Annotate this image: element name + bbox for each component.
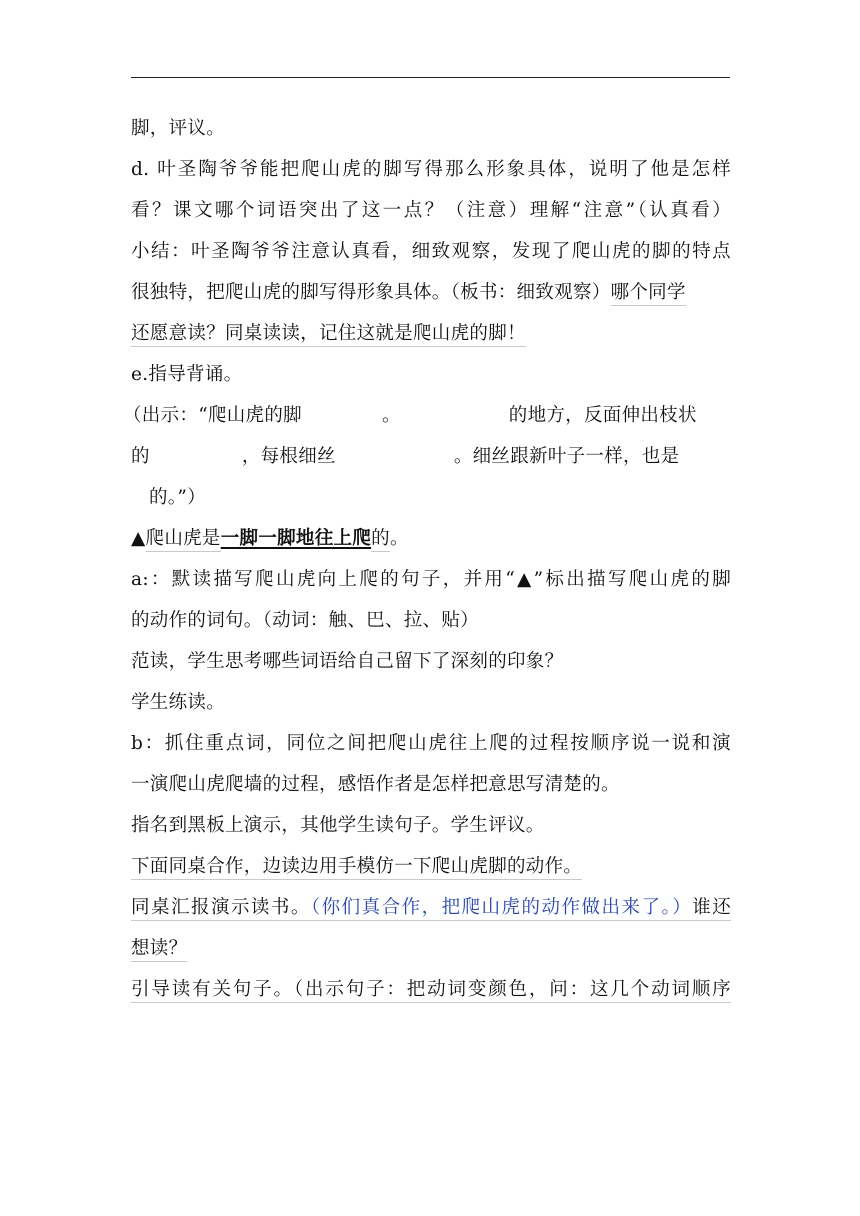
text-segment: 。细丝跟新叶子一样，也是 <box>453 446 680 467</box>
underlined-text: 下面同桌合作，边读边用手模仿一下爬山虎脚的动作。 <box>131 856 582 880</box>
text-line: e.指导背诵。 <box>131 364 243 385</box>
text-segment: ，每根细丝 <box>241 446 336 467</box>
header-rule <box>131 77 730 78</box>
underlined-text: 想读？ <box>131 938 187 962</box>
triangle-icon: ▲ <box>131 528 146 549</box>
underlined-text: 引导读有关句子。（出示句子：把动词变颜色，问：这几个动词顺序 <box>131 979 731 1003</box>
text-line <box>131 846 731 887</box>
text-line <box>131 969 731 1010</box>
text-line: 学生练读。 <box>131 692 226 713</box>
text-line <box>131 313 731 354</box>
text-line: b：抓住重点词，同位之间把爬山虎往上爬的过程按顺序说一说和演 <box>131 733 731 754</box>
text-line <box>131 887 731 928</box>
text-segment: 。 <box>389 528 409 549</box>
text-line: 指名到黑板上演示，其他学生读句子。学生评议。 <box>131 815 545 836</box>
text-segment: 爬山虎是 <box>146 528 221 552</box>
underlined-text: 哪个同学 <box>611 282 686 306</box>
text-line: 范读，学生思考哪些词语给自己留下了深刻的印象？ <box>131 651 564 672</box>
fill-blank-line <box>131 436 731 477</box>
text-segment: 很独特，把爬山虎的脚写得形象具体。（板书：细致观察） <box>131 282 611 303</box>
text-line: 脚，评议。 <box>131 118 226 139</box>
text-segment: 的 <box>131 446 150 467</box>
teacher-comment: （你们真合作，把爬山虎的动作做出来了。） <box>311 897 692 921</box>
text-line: 看？课文哪个词语突出了这一点？（注意）理解“注意”（认真看） <box>131 200 731 221</box>
text-segment: 的地方，反面伸出枝状 <box>508 405 697 426</box>
text-segment: 的 <box>371 528 390 552</box>
text-line: 一演爬山虎爬墙的过程，感悟作者是怎样把意思写清楚的。 <box>131 774 620 795</box>
underlined-text: 谁还 <box>692 897 731 921</box>
text-line: 的。”） <box>149 487 206 508</box>
text-line <box>131 928 731 969</box>
text-line: a:：默读描写爬山虎向上爬的句子，并用“▲”标出描写爬山虎的脚 <box>131 569 731 590</box>
text-line: 的动作的词句。（动词：触、巴、拉、贴） <box>131 610 479 631</box>
text-segment: （出示：“爬山虎的脚 <box>123 405 302 426</box>
section-heading <box>131 518 731 559</box>
underlined-text: 还愿意读？同桌读读，记住这就是爬山虎的脚！ <box>131 323 526 347</box>
underlined-text: 同桌汇报演示读书。 <box>131 897 311 921</box>
text-line: 小结：叶圣陶爷爷注意认真看，细致观察，发现了爬山虎的脚的特点 <box>131 241 731 262</box>
text-line <box>131 272 731 313</box>
text-line: d. 叶圣陶爷爷能把爬山虎的脚写得那么形象具体，说明了他是怎样 <box>131 159 731 180</box>
key-phrase: 一脚一脚地往上爬 <box>220 528 372 549</box>
document-body <box>123 108 731 1010</box>
fill-blank-line <box>123 395 731 436</box>
text-segment: 。 <box>381 405 401 426</box>
